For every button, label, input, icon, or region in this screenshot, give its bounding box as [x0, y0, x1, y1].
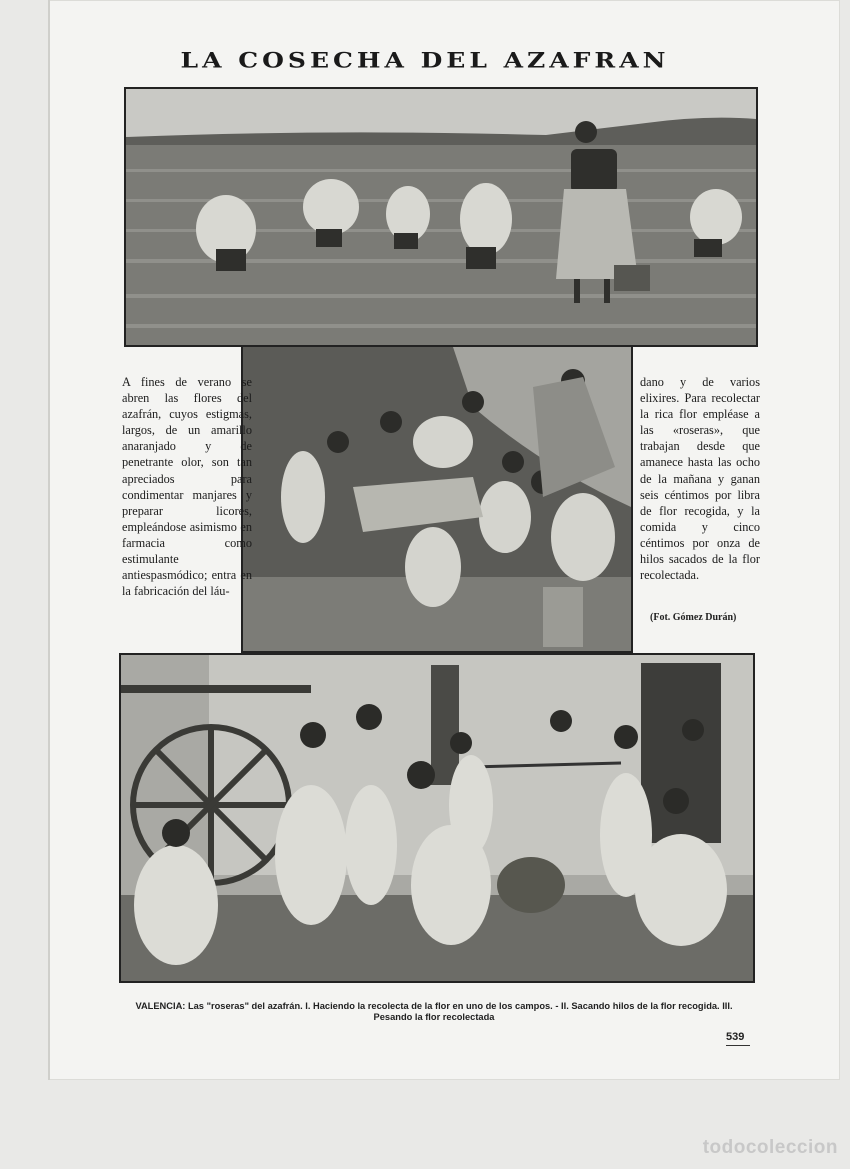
page-title: LA COSECHA DEL AZAFRAN	[180, 48, 670, 73]
photo-field-harvest	[124, 87, 758, 347]
photo-weighing-flower	[119, 653, 755, 983]
article-right-column: dano y de varios elixires. Para recolectar la rica flor empléase a las «roseras», que trabajan desde que amanece hasta las ocho de la mañana y ganan seis céntimos por libra de flor recogida, y la comida y cinco céntimos por onza de hilos sacados de la flor recolectada.	[640, 375, 760, 583]
photo-credit: (Fot. Gómez Durán)	[650, 612, 737, 623]
page-number-rule	[726, 1045, 750, 1046]
photo-extracting-threads	[241, 345, 633, 653]
page-edge	[48, 0, 50, 1080]
watermark: todocoleccion	[702, 1137, 838, 1158]
article-left-column: A fines de verano se abren las flores del azafrán, cuyos estigmas, largos, de un amarillo anaranjado y de penetrante olor, son tan apreciados para condimentar manjares y preparar licores, empleándose asimismo en farmacia como estimulante antiespasmódico; entra en la fabricación del láu-	[122, 375, 252, 599]
page-number: 539	[726, 1031, 745, 1043]
figure-caption: VALENCIA: Las "roseras" del azafrán. I. Haciendo la recolecta de la flor en uno de los campos. - II. Sacando hilos de la flor recogida. III. Pesando la flor recolectada	[135, 1001, 733, 1022]
